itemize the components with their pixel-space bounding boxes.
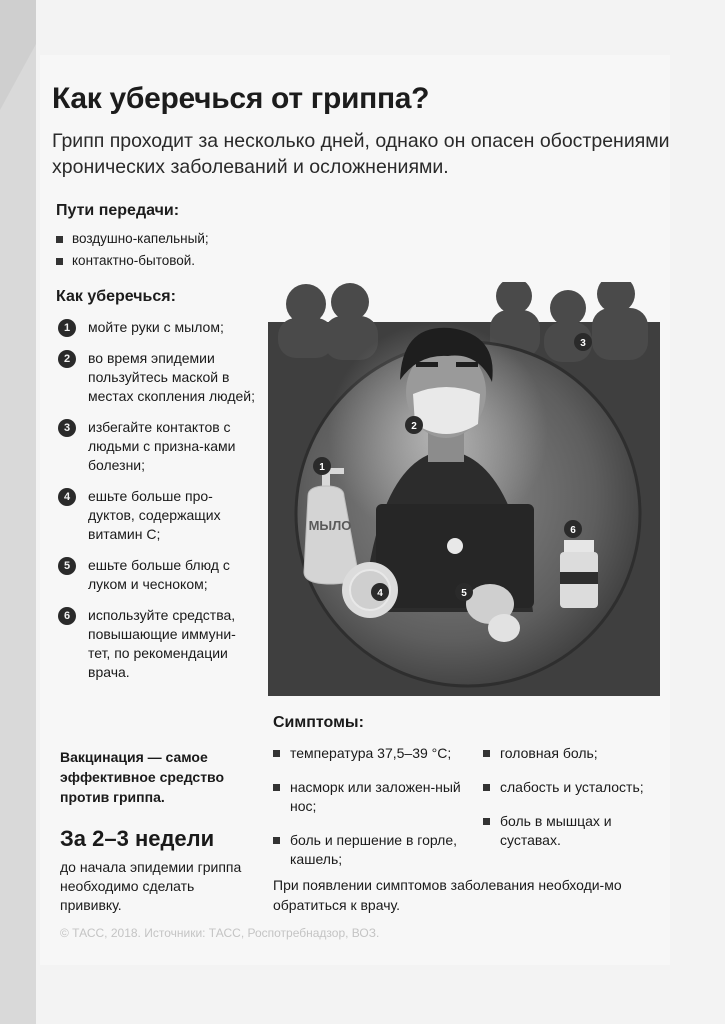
prevention-item-text: используйте средства, повышающие иммуни-тет, по рекомендации врача. bbox=[88, 607, 236, 680]
marker-5: 5 bbox=[461, 588, 467, 599]
prevention-item bbox=[56, 349, 256, 406]
laptop bbox=[376, 504, 534, 608]
marker-3: 3 bbox=[580, 338, 586, 349]
weeks-text: до начала эпидемии гриппа необходимо сделать прививку. bbox=[60, 859, 242, 913]
weeks-title: За 2–3 недели bbox=[60, 826, 215, 851]
soap-label: МЫЛО bbox=[308, 518, 352, 533]
prevention-item-text: мойте руки с мылом; bbox=[88, 319, 224, 335]
symptom-item: боль в мышцах и суставах. bbox=[483, 812, 673, 850]
symptom-item: температура 37,5–39 °С; bbox=[273, 744, 463, 763]
source-credit: © ТАСС, 2018. Источники: ТАСС, Роспотребнадзор, ВОЗ. bbox=[60, 926, 380, 940]
transmission-heading: Пути передачи: bbox=[56, 202, 180, 219]
symptoms-heading: Симптомы: bbox=[273, 714, 364, 731]
prevention-item-text: ешьте больше блюд с луком и чесноком; bbox=[88, 557, 230, 592]
prevention-heading: Как уберечься: bbox=[56, 288, 176, 305]
number-badge: 2 bbox=[58, 350, 76, 368]
transmission-item: воздушно-капельный; bbox=[56, 228, 209, 250]
prevention-item bbox=[56, 487, 256, 544]
citrus-fruit bbox=[342, 562, 398, 618]
prevention-item bbox=[56, 418, 256, 475]
number-badge: 1 bbox=[58, 319, 76, 337]
prevention-item bbox=[56, 606, 256, 682]
vaccination-note: Вакцинация — самое эффективное средство против гриппа. bbox=[60, 749, 225, 805]
prevention-item-text: избегайте контактов с людьми с призна-ками болезни; bbox=[88, 419, 236, 473]
laptop-logo-icon bbox=[447, 538, 463, 554]
symptom-item: боль и першение в горле, кашель; bbox=[273, 831, 463, 869]
marker-2: 2 bbox=[411, 421, 417, 432]
number-badge: 4 bbox=[58, 488, 76, 506]
poster-title: Как уберечься от гриппа? bbox=[52, 82, 430, 115]
symptom-item: насморк или заложен-ный нос; bbox=[273, 778, 463, 816]
prevention-item bbox=[56, 556, 256, 594]
number-badge: 3 bbox=[58, 419, 76, 437]
marker-4: 4 bbox=[377, 588, 383, 599]
transmission-item: контактно-бытовой. bbox=[56, 250, 209, 272]
prevention-item-text: во время эпидемии пользуйтесь маской в местах скопления людей; bbox=[88, 350, 255, 404]
doctor-advice: При появлении симптомов заболевания необходи-мо обратиться к врачу. bbox=[273, 877, 622, 913]
poster-subtitle: Грипп проходит за несколько дней, однако он опасен обострениями хронических заболеваний и осложнениями. bbox=[52, 130, 670, 178]
prevention-item bbox=[56, 318, 256, 337]
symptom-item: слабость и усталость; bbox=[483, 778, 673, 797]
symptoms-left-list bbox=[273, 744, 463, 884]
prevention-list bbox=[56, 318, 256, 694]
flu-illustration bbox=[268, 282, 660, 696]
marker-6: 6 bbox=[570, 525, 576, 536]
marker-1: 1 bbox=[319, 462, 325, 473]
transmission-list bbox=[56, 228, 209, 272]
number-badge: 6 bbox=[58, 607, 76, 625]
symptom-item: головная боль; bbox=[483, 744, 673, 763]
symptoms-right-list bbox=[483, 744, 673, 865]
face-mask bbox=[413, 387, 480, 434]
prevention-item-text: ешьте больше про-дуктов, содержащих витамин С; bbox=[88, 488, 221, 542]
vitamin-bottle bbox=[560, 540, 598, 608]
number-badge: 5 bbox=[58, 557, 76, 575]
